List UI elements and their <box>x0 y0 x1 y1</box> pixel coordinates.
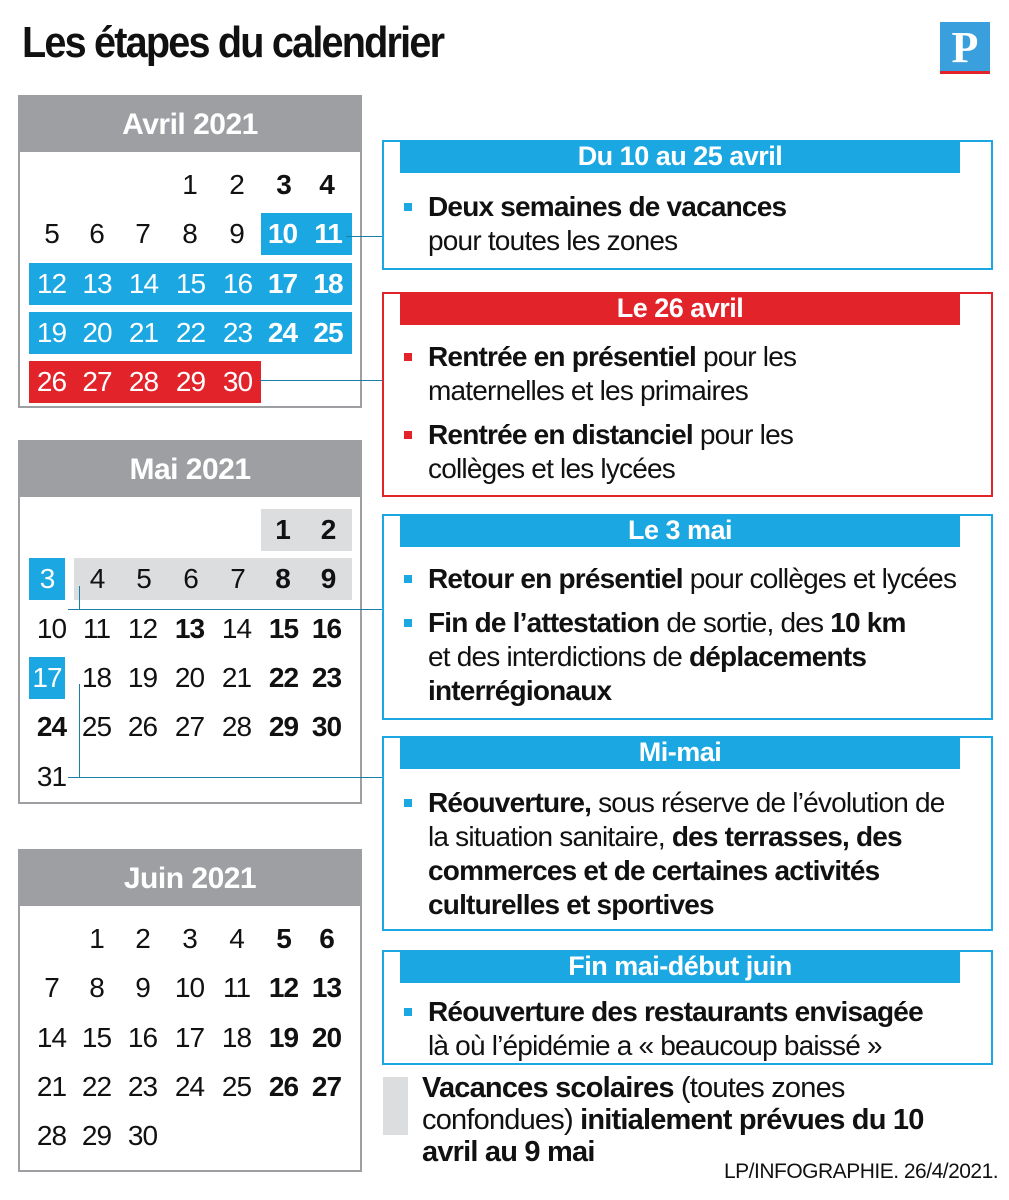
calendar-day: 11 <box>304 213 352 255</box>
calendar-day: 3 <box>29 558 65 600</box>
calendar-day: 30 <box>214 361 261 403</box>
step-item <box>404 562 971 596</box>
step-header: Le 26 avril <box>400 292 960 325</box>
item-text: pour les maternelles et les primaires <box>428 341 797 406</box>
calendar-day: 8 <box>261 558 304 600</box>
calendar-day: 1 <box>182 169 197 200</box>
calendar-day: 9 <box>135 972 150 1004</box>
calendar-day: 15 <box>268 612 299 644</box>
calendar-day: 18 <box>221 1021 252 1053</box>
calendar-day: 25 <box>221 1070 252 1102</box>
calendar-june-title: Juin 2021 <box>20 851 360 906</box>
calendar-day: 22 <box>268 661 299 693</box>
connector-line <box>79 777 384 778</box>
logo-letter: P <box>951 23 979 72</box>
calendar-day: 10 <box>174 972 205 1004</box>
calendar-day: 27 <box>311 1070 342 1102</box>
calendar-day: 7 <box>214 558 261 600</box>
calendar-day: 18 <box>81 661 112 693</box>
calendar-day: 1 <box>261 509 304 551</box>
calendar-may-title: Mai 2021 <box>20 442 360 497</box>
calendar-day: 5 <box>44 218 59 250</box>
legend-bold-text: initialement prévues du 10 avril au 9 mai <box>422 1104 924 1168</box>
item-bold-text: Fin de l’attestation <box>428 607 660 638</box>
calendar-day: 1 <box>89 923 104 954</box>
calendar-day: 25 <box>81 711 112 743</box>
bullet-icon <box>404 353 412 361</box>
calendar-day: 15 <box>81 1021 112 1053</box>
legend-bold-text: Vacances scolaires <box>422 1072 674 1104</box>
calendar-day: 20 <box>74 312 120 354</box>
calendar-day: 20 <box>174 661 205 693</box>
calendar-day: 19 <box>127 661 158 693</box>
item-text: pour les collèges et les lycées <box>428 419 794 484</box>
calendar-day: 21 <box>221 661 252 693</box>
calendar-day: 29 <box>268 711 299 743</box>
calendar-day: 7 <box>135 218 150 250</box>
bullet-icon <box>404 203 412 211</box>
calendar-day: 6 <box>319 923 334 954</box>
calendar-day: 10 <box>261 213 304 255</box>
calendar-day: 17 <box>29 657 65 699</box>
item-text: pour collèges et lycées <box>689 563 957 594</box>
calendar-day: 12 <box>268 972 299 1004</box>
bullet-icon <box>404 619 412 627</box>
item-text: et des interdictions de <box>428 641 682 672</box>
calendar-day: 12 <box>127 612 158 644</box>
item-bold-text: Rentrée en distanciel <box>428 419 693 450</box>
bullet-icon <box>404 799 412 807</box>
calendar-day: 30 <box>127 1120 158 1152</box>
calendar-day: 2 <box>135 923 150 954</box>
calendar-day: 23 <box>311 661 342 693</box>
calendar-day: 21 <box>36 1070 67 1102</box>
calendar-day: 17 <box>261 263 304 305</box>
bullet-icon <box>404 431 412 439</box>
calendar-day: 27 <box>74 361 120 403</box>
connector-line <box>68 586 80 610</box>
step-box-3-mai <box>382 514 993 720</box>
calendar-day: 9 <box>229 218 244 250</box>
item-bold-text: Deux semaines de vacances <box>428 191 787 222</box>
calendar-day: 20 <box>311 1021 342 1053</box>
calendar-day: 22 <box>81 1070 112 1102</box>
calendar-day: 19 <box>268 1021 299 1053</box>
calendar-day: 19 <box>29 312 74 354</box>
step-item <box>404 786 964 922</box>
item-bold-text: déplacements interrégionaux <box>428 641 867 706</box>
calendar-day: 13 <box>174 612 205 644</box>
calendar-day: 5 <box>120 558 167 600</box>
step-box-fin-mai <box>382 950 993 1065</box>
calendar-day: 23 <box>214 312 261 354</box>
calendar-day: 17 <box>174 1021 205 1053</box>
calendar-day: 9 <box>304 558 352 600</box>
item-bold-text: Rentrée en présentiel <box>428 341 696 372</box>
calendar-day: 30 <box>311 711 342 743</box>
calendar-day: 26 <box>268 1070 299 1102</box>
calendar-day: 28 <box>36 1120 67 1152</box>
calendar-day: 14 <box>36 1021 67 1053</box>
calendar-day: 11 <box>82 612 111 644</box>
calendar-day: 2 <box>229 169 244 200</box>
calendar-day: 11 <box>222 972 251 1004</box>
calendar-day: 2 <box>304 509 352 551</box>
calendar-day: 24 <box>261 312 304 354</box>
calendar-day: 25 <box>304 312 352 354</box>
page-title: Les étapes du calendrier <box>22 18 444 67</box>
calendar-day: 27 <box>174 711 205 743</box>
calendar-day: 13 <box>311 972 342 1004</box>
bullet-icon <box>404 575 412 583</box>
item-bold-text: 10 km <box>830 607 906 638</box>
calendar-june <box>18 849 362 1172</box>
connector-line <box>68 684 80 778</box>
calendar-day: 12 <box>29 263 74 305</box>
calendar-day: 16 <box>127 1021 158 1053</box>
calendar-day: 24 <box>36 711 67 743</box>
item-bold-text: des terrasses, des commerces et de certaines activités culturelles et sportives <box>428 821 902 920</box>
step-item <box>404 340 924 408</box>
calendar-day: 28 <box>221 711 252 743</box>
calendar-day: 31 <box>36 760 67 792</box>
calendar-day: 16 <box>311 612 342 644</box>
step-item <box>404 190 971 258</box>
step-item <box>404 606 924 708</box>
calendar-day: 13 <box>74 263 120 305</box>
calendar-day: 6 <box>89 218 104 250</box>
bullet-icon <box>404 1008 412 1016</box>
calendar-day: 26 <box>127 711 158 743</box>
item-bold-text: Retour en présentiel <box>428 563 683 594</box>
item-text: pour toutes les zones <box>428 225 678 256</box>
calendar-day: 23 <box>127 1070 158 1102</box>
calendar-day: 29 <box>81 1120 112 1152</box>
item-text: là où l’épidémie a « beaucoup baissé » <box>428 1030 882 1061</box>
calendar-day: 10 <box>36 612 67 644</box>
calendar-day: 8 <box>89 972 104 1004</box>
connector-line <box>346 236 384 237</box>
step-box-vacances <box>382 140 993 270</box>
step-item <box>404 995 971 1063</box>
legend-text-part: (toutes zones confondues) <box>422 1072 845 1136</box>
calendar-day: 24 <box>174 1070 205 1102</box>
calendar-day: 3 <box>182 923 197 954</box>
calendar-day: 15 <box>167 263 214 305</box>
calendar-april <box>18 95 362 408</box>
legend-text <box>422 1072 942 1168</box>
step-header: Du 10 au 25 avril <box>400 140 960 173</box>
calendar-day: 21 <box>120 312 167 354</box>
calendar-day: 3 <box>276 169 291 200</box>
calendar-day: 14 <box>221 612 252 644</box>
calendar-day: 6 <box>167 558 214 600</box>
calendar-day: 5 <box>276 923 291 954</box>
calendar-day: 18 <box>304 263 352 305</box>
legend-swatch <box>383 1077 408 1135</box>
item-text: de sortie, des <box>666 607 824 638</box>
item-text: sous réserve de l’évolution de la situation sanitaire, <box>428 787 945 852</box>
step-header: Fin mai-début juin <box>400 950 960 983</box>
item-bold-text: Réouverture des restaurants envisagée <box>428 996 923 1027</box>
step-item <box>404 418 874 486</box>
credit-line: LP/INFOGRAPHIE. 26/4/2021. <box>724 1160 999 1183</box>
calendar-day: 7 <box>44 972 59 1004</box>
calendar-day: 4 <box>229 923 244 954</box>
step-header: Le 3 mai <box>400 514 960 547</box>
step-header: Mi-mai <box>400 736 960 769</box>
calendar-day: 26 <box>29 361 74 403</box>
connector-line <box>79 609 384 610</box>
calendar-day: 22 <box>167 312 214 354</box>
step-box-mi-mai <box>382 736 993 931</box>
le-parisien-logo <box>940 22 990 74</box>
step-box-26-avril <box>382 292 993 497</box>
calendar-day: 14 <box>120 263 167 305</box>
calendar-day: 8 <box>182 218 197 250</box>
connector-line <box>260 380 384 381</box>
calendar-day: 4 <box>319 169 334 200</box>
calendar-day: 4 <box>74 558 120 600</box>
item-bold-text: Réouverture, <box>428 787 592 818</box>
calendar-day: 28 <box>120 361 167 403</box>
calendar-day: 16 <box>214 263 261 305</box>
calendar-april-title: Avril 2021 <box>20 97 360 152</box>
calendar-day: 29 <box>167 361 214 403</box>
